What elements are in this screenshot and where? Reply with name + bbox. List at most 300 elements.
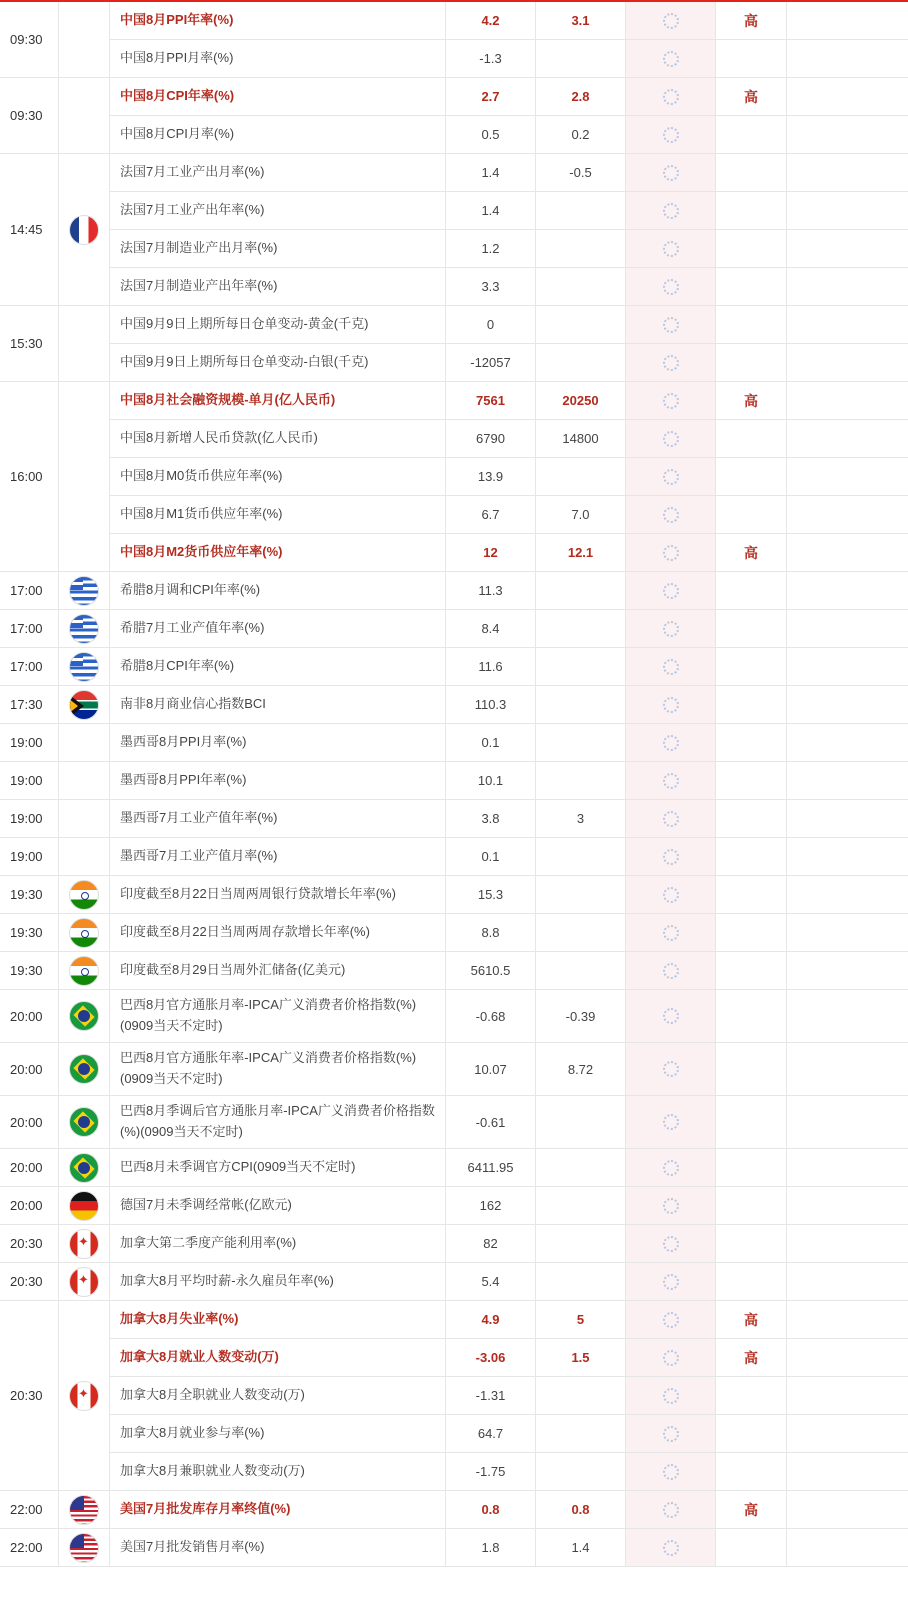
- importance: [716, 78, 787, 116]
- blank-cell: [787, 762, 908, 800]
- event-time: 20:30: [0, 1225, 59, 1263]
- event-time: 17:00: [0, 610, 59, 648]
- loading-spinner-icon: [663, 1502, 679, 1518]
- blank-cell: [787, 1225, 908, 1263]
- loading-spinner-icon: [663, 13, 679, 29]
- importance-badge: 高: [744, 1349, 758, 1366]
- blank-cell: [787, 40, 908, 78]
- event-name[interactable]: 中国8月M2货币供应年率(%): [110, 534, 446, 572]
- blank-cell: [787, 344, 908, 382]
- loading-spinner-icon: [663, 697, 679, 713]
- importance: [716, 534, 787, 572]
- actual-value: [626, 990, 716, 1043]
- blank-cell: [787, 230, 908, 268]
- flag-cell: [59, 154, 110, 306]
- blank-cell: [787, 1187, 908, 1225]
- actual-value: [626, 610, 716, 648]
- importance: [716, 382, 787, 420]
- brazil-flag-icon: [69, 1001, 99, 1031]
- importance-badge: 高: [744, 88, 758, 105]
- forecast-value: 3: [536, 800, 626, 838]
- event-name[interactable]: 中国9月9日上期所每日仓单变动-白银(千克): [110, 344, 446, 382]
- loading-spinner-icon: [663, 469, 679, 485]
- event-name[interactable]: 中国8月社会融资规模-单月(亿人民币): [110, 382, 446, 420]
- canada-flag-icon: [69, 1229, 99, 1259]
- actual-value: [626, 344, 716, 382]
- greece-flag-icon: [69, 652, 99, 682]
- loading-spinner-icon: [663, 963, 679, 979]
- previous-value: 7561: [446, 382, 536, 420]
- previous-value: 162: [446, 1187, 536, 1225]
- blank-cell: [787, 800, 908, 838]
- flag-cell: [59, 724, 110, 762]
- previous-value: 5610.5: [446, 952, 536, 990]
- forecast-value: [536, 1187, 626, 1225]
- forecast-value: [536, 458, 626, 496]
- forecast-value: 7.0: [536, 496, 626, 534]
- forecast-value: -0.39: [536, 990, 626, 1043]
- previous-value: 8.8: [446, 914, 536, 952]
- actual-value: [626, 2, 716, 40]
- importance: [716, 876, 787, 914]
- previous-value: 6790: [446, 420, 536, 458]
- importance: [716, 1377, 787, 1415]
- previous-value: 4.9: [446, 1301, 536, 1339]
- previous-value: 13.9: [446, 458, 536, 496]
- loading-spinner-icon: [663, 1198, 679, 1214]
- flag-cell: [59, 876, 110, 914]
- blank-cell: [787, 1149, 908, 1187]
- canada-flag-icon: [69, 1267, 99, 1297]
- flag-cell: [59, 648, 110, 686]
- importance: [716, 724, 787, 762]
- actual-value: [626, 154, 716, 192]
- previous-value: 2.7: [446, 78, 536, 116]
- forecast-value: [536, 306, 626, 344]
- event-time: 19:00: [0, 724, 59, 762]
- brazil-flag-icon: [69, 1054, 99, 1084]
- flag-cell: [59, 1043, 110, 1096]
- loading-spinner-icon: [663, 659, 679, 675]
- actual-value: [626, 496, 716, 534]
- event-name[interactable]: 加拿大第二季度产能利用率(%): [110, 1225, 446, 1263]
- event-name[interactable]: 巴西8月官方通胀月率-IPCA广义消费者价格指数(%)(0909当天不定时): [110, 990, 446, 1043]
- importance: [716, 1453, 787, 1491]
- blank-cell: [787, 686, 908, 724]
- importance: [716, 268, 787, 306]
- greece-flag-icon: [69, 614, 99, 644]
- importance: [716, 1149, 787, 1187]
- canada-flag-icon: [69, 1381, 99, 1411]
- event-time: 20:00: [0, 1149, 59, 1187]
- previous-value: 1.4: [446, 154, 536, 192]
- actual-value: [626, 78, 716, 116]
- forecast-value: 0.2: [536, 116, 626, 154]
- actual-value: [626, 838, 716, 876]
- loading-spinner-icon: [663, 203, 679, 219]
- forecast-value: [536, 572, 626, 610]
- previous-value: 1.8: [446, 1529, 536, 1567]
- actual-value: [626, 306, 716, 344]
- blank-cell: [787, 116, 908, 154]
- forecast-value: [536, 724, 626, 762]
- blank-cell: [787, 1043, 908, 1096]
- loading-spinner-icon: [663, 431, 679, 447]
- forecast-value: [536, 1453, 626, 1491]
- event-name[interactable]: 印度截至8月22日当周两周存款增长年率(%): [110, 914, 446, 952]
- previous-value: 15.3: [446, 876, 536, 914]
- actual-value: [626, 1377, 716, 1415]
- event-name[interactable]: 中国8月新增人民币贷款(亿人民币): [110, 420, 446, 458]
- actual-value: [626, 116, 716, 154]
- importance: [716, 420, 787, 458]
- flag-cell: [59, 838, 110, 876]
- forecast-value: [536, 1096, 626, 1149]
- event-name[interactable]: 希腊7月工业产值年率(%): [110, 610, 446, 648]
- event-name[interactable]: 加拿大8月就业人数变动(万): [110, 1339, 446, 1377]
- importance: [716, 800, 787, 838]
- previous-value: 5.4: [446, 1263, 536, 1301]
- forecast-value: [536, 268, 626, 306]
- south-africa-flag-icon: [69, 690, 99, 720]
- forecast-value: [536, 1149, 626, 1187]
- actual-value: [626, 1415, 716, 1453]
- event-time: 19:30: [0, 876, 59, 914]
- forecast-value: [536, 762, 626, 800]
- previous-value: 6.7: [446, 496, 536, 534]
- actual-value: [626, 1491, 716, 1529]
- blank-cell: [787, 534, 908, 572]
- previous-value: 0.5: [446, 116, 536, 154]
- loading-spinner-icon: [663, 545, 679, 561]
- actual-value: [626, 1096, 716, 1149]
- importance: [716, 1529, 787, 1567]
- india-flag-icon: [69, 918, 99, 948]
- previous-value: 0: [446, 306, 536, 344]
- blank-cell: [787, 306, 908, 344]
- actual-value: [626, 762, 716, 800]
- importance: [716, 230, 787, 268]
- greece-flag-icon: [69, 576, 99, 606]
- flag-cell: [59, 762, 110, 800]
- previous-value: 110.3: [446, 686, 536, 724]
- blank-cell: [787, 1339, 908, 1377]
- actual-value: [626, 1301, 716, 1339]
- flag-cell: [59, 1187, 110, 1225]
- event-name[interactable]: 墨西哥7月工业产值月率(%): [110, 838, 446, 876]
- loading-spinner-icon: [663, 811, 679, 827]
- event-name[interactable]: 德国7月未季调经常帐(亿欧元): [110, 1187, 446, 1225]
- event-name[interactable]: 法国7月制造业产出月率(%): [110, 230, 446, 268]
- previous-value: -1.75: [446, 1453, 536, 1491]
- blank-cell: [787, 952, 908, 990]
- importance: [716, 1491, 787, 1529]
- forecast-value: 5: [536, 1301, 626, 1339]
- flag-cell: [59, 78, 110, 154]
- blank-cell: [787, 1491, 908, 1529]
- importance: [716, 40, 787, 78]
- event-time: 19:00: [0, 838, 59, 876]
- flag-cell: [59, 2, 110, 78]
- importance: [716, 914, 787, 952]
- event-time: 17:00: [0, 648, 59, 686]
- event-name[interactable]: 印度截至8月29日当周外汇储备(亿美元): [110, 952, 446, 990]
- flag-cell: [59, 382, 110, 572]
- importance: [716, 344, 787, 382]
- blank-cell: [787, 78, 908, 116]
- blank-cell: [787, 420, 908, 458]
- actual-value: [626, 382, 716, 420]
- previous-value: 10.1: [446, 762, 536, 800]
- event-time: 19:00: [0, 800, 59, 838]
- germany-flag-icon: [69, 1191, 99, 1221]
- event-name[interactable]: 美国7月批发销售月率(%): [110, 1529, 446, 1567]
- forecast-value: [536, 838, 626, 876]
- previous-value: -1.3: [446, 40, 536, 78]
- loading-spinner-icon: [663, 583, 679, 599]
- previous-value: 0.1: [446, 838, 536, 876]
- previous-value: 4.2: [446, 2, 536, 40]
- actual-value: [626, 230, 716, 268]
- event-name[interactable]: 加拿大8月全职就业人数变动(万): [110, 1377, 446, 1415]
- event-name[interactable]: 法国7月制造业产出年率(%): [110, 268, 446, 306]
- event-time: 20:00: [0, 1187, 59, 1225]
- event-name[interactable]: 巴西8月未季调官方CPI(0909当天不定时): [110, 1149, 446, 1187]
- event-name[interactable]: 加拿大8月就业参与率(%): [110, 1415, 446, 1453]
- event-time: 17:30: [0, 686, 59, 724]
- forecast-value: [536, 1263, 626, 1301]
- event-name[interactable]: 中国8月PPI年率(%): [110, 2, 446, 40]
- event-name[interactable]: 巴西8月季调后官方通胀月率-IPCA广义消费者价格指数(%)(0909当天不定时): [110, 1096, 446, 1149]
- previous-value: 1.4: [446, 192, 536, 230]
- event-name[interactable]: 印度截至8月22日当周两周银行贷款增长年率(%): [110, 876, 446, 914]
- actual-value: [626, 724, 716, 762]
- previous-value: 0.1: [446, 724, 536, 762]
- loading-spinner-icon: [663, 1160, 679, 1176]
- previous-value: 3.8: [446, 800, 536, 838]
- actual-value: [626, 952, 716, 990]
- flag-cell: [59, 572, 110, 610]
- event-name[interactable]: 中国8月M0货币供应年率(%): [110, 458, 446, 496]
- blank-cell: [787, 1263, 908, 1301]
- previous-value: -12057: [446, 344, 536, 382]
- loading-spinner-icon: [663, 1274, 679, 1290]
- event-name[interactable]: 中国8月PPI月率(%): [110, 40, 446, 78]
- blank-cell: [787, 838, 908, 876]
- loading-spinner-icon: [663, 165, 679, 181]
- flag-cell: [59, 1096, 110, 1149]
- event-name[interactable]: 希腊8月CPI年率(%): [110, 648, 446, 686]
- event-time: 20:00: [0, 1043, 59, 1096]
- blank-cell: [787, 1529, 908, 1567]
- importance: [716, 192, 787, 230]
- event-time: 19:30: [0, 914, 59, 952]
- forecast-value: 20250: [536, 382, 626, 420]
- forecast-value: [536, 648, 626, 686]
- loading-spinner-icon: [663, 1464, 679, 1480]
- event-time: 20:00: [0, 990, 59, 1043]
- importance: [716, 306, 787, 344]
- flag-cell: [59, 1225, 110, 1263]
- loading-spinner-icon: [663, 355, 679, 371]
- event-name[interactable]: 加拿大8月平均时薪-永久雇员年率(%): [110, 1263, 446, 1301]
- flag-cell: [59, 914, 110, 952]
- blank-cell: [787, 1453, 908, 1491]
- event-name[interactable]: 墨西哥8月PPI月率(%): [110, 724, 446, 762]
- loading-spinner-icon: [663, 241, 679, 257]
- loading-spinner-icon: [663, 1061, 679, 1077]
- event-time: 16:00: [0, 382, 59, 572]
- flag-cell: [59, 1491, 110, 1529]
- flag-cell: [59, 1263, 110, 1301]
- forecast-value: 1.4: [536, 1529, 626, 1567]
- importance: [716, 1187, 787, 1225]
- importance-badge: 高: [744, 12, 758, 29]
- importance: [716, 686, 787, 724]
- actual-value: [626, 914, 716, 952]
- previous-value: 8.4: [446, 610, 536, 648]
- loading-spinner-icon: [663, 1540, 679, 1556]
- importance: [716, 1225, 787, 1263]
- event-name[interactable]: 法国7月工业产出年率(%): [110, 192, 446, 230]
- forecast-value: [536, 952, 626, 990]
- importance: [716, 572, 787, 610]
- previous-value: 11.3: [446, 572, 536, 610]
- event-name[interactable]: 加拿大8月失业率(%): [110, 1301, 446, 1339]
- event-time: 14:45: [0, 154, 59, 306]
- loading-spinner-icon: [663, 849, 679, 865]
- loading-spinner-icon: [663, 1236, 679, 1252]
- event-name[interactable]: 墨西哥7月工业产值年率(%): [110, 800, 446, 838]
- event-name[interactable]: 墨西哥8月PPI年率(%): [110, 762, 446, 800]
- loading-spinner-icon: [663, 127, 679, 143]
- previous-value: 12: [446, 534, 536, 572]
- event-name[interactable]: 南非8月商业信心指数BCI: [110, 686, 446, 724]
- importance: [716, 458, 787, 496]
- importance: [716, 1043, 787, 1096]
- flag-cell: [59, 306, 110, 382]
- forecast-value: [536, 1377, 626, 1415]
- loading-spinner-icon: [663, 925, 679, 941]
- flag-cell: [59, 1301, 110, 1491]
- actual-value: [626, 1529, 716, 1567]
- importance: [716, 2, 787, 40]
- usa-flag-icon: [69, 1495, 99, 1525]
- usa-flag-icon: [69, 1533, 99, 1563]
- event-name[interactable]: 中国8月M1货币供应年率(%): [110, 496, 446, 534]
- actual-value: [626, 1453, 716, 1491]
- blank-cell: [787, 1415, 908, 1453]
- loading-spinner-icon: [663, 1114, 679, 1130]
- actual-value: [626, 1187, 716, 1225]
- actual-value: [626, 1225, 716, 1263]
- previous-value: -1.31: [446, 1377, 536, 1415]
- loading-spinner-icon: [663, 1426, 679, 1442]
- event-time: 20:30: [0, 1301, 59, 1491]
- event-name[interactable]: 中国9月9日上期所每日仓单变动-黄金(千克): [110, 306, 446, 344]
- previous-value: 64.7: [446, 1415, 536, 1453]
- previous-value: -0.68: [446, 990, 536, 1043]
- event-time: 19:30: [0, 952, 59, 990]
- blank-cell: [787, 1377, 908, 1415]
- event-name[interactable]: 美国7月批发库存月率终值(%): [110, 1491, 446, 1529]
- forecast-value: [536, 686, 626, 724]
- forecast-value: [536, 876, 626, 914]
- forecast-value: 0.8: [536, 1491, 626, 1529]
- event-time: 22:00: [0, 1491, 59, 1529]
- blank-cell: [787, 724, 908, 762]
- importance: [716, 1301, 787, 1339]
- actual-value: [626, 686, 716, 724]
- importance-badge: 高: [744, 1501, 758, 1518]
- forecast-value: [536, 1415, 626, 1453]
- flag-cell: [59, 800, 110, 838]
- forecast-value: 12.1: [536, 534, 626, 572]
- actual-value: [626, 876, 716, 914]
- blank-cell: [787, 1096, 908, 1149]
- actual-value: [626, 534, 716, 572]
- event-name[interactable]: 中国8月CPI月率(%): [110, 116, 446, 154]
- event-name[interactable]: 巴西8月官方通胀年率-IPCA广义消费者价格指数(%)(0909当天不定时): [110, 1043, 446, 1096]
- actual-value: [626, 800, 716, 838]
- blank-cell: [787, 154, 908, 192]
- forecast-value: 1.5: [536, 1339, 626, 1377]
- importance: [716, 762, 787, 800]
- importance-badge: 高: [744, 392, 758, 409]
- brazil-flag-icon: [69, 1153, 99, 1183]
- flag-cell: [59, 686, 110, 724]
- forecast-value: [536, 914, 626, 952]
- event-time: 20:30: [0, 1263, 59, 1301]
- previous-value: -0.61: [446, 1096, 536, 1149]
- actual-value: [626, 420, 716, 458]
- event-time: 22:00: [0, 1529, 59, 1567]
- event-name[interactable]: 法国7月工业产出月率(%): [110, 154, 446, 192]
- previous-value: -3.06: [446, 1339, 536, 1377]
- forecast-value: [536, 40, 626, 78]
- loading-spinner-icon: [663, 89, 679, 105]
- importance-badge: 高: [744, 544, 758, 561]
- event-name[interactable]: 中国8月CPI年率(%): [110, 78, 446, 116]
- event-name[interactable]: 加拿大8月兼职就业人数变动(万): [110, 1453, 446, 1491]
- event-time: 09:30: [0, 2, 59, 78]
- blank-cell: [787, 572, 908, 610]
- flag-cell: [59, 952, 110, 990]
- loading-spinner-icon: [663, 1008, 679, 1024]
- blank-cell: [787, 496, 908, 534]
- forecast-value: -0.5: [536, 154, 626, 192]
- blank-cell: [787, 610, 908, 648]
- actual-value: [626, 648, 716, 686]
- importance: [716, 990, 787, 1043]
- event-time: 17:00: [0, 572, 59, 610]
- previous-value: 0.8: [446, 1491, 536, 1529]
- importance: [716, 610, 787, 648]
- loading-spinner-icon: [663, 317, 679, 333]
- forecast-value: [536, 610, 626, 648]
- forecast-value: [536, 230, 626, 268]
- blank-cell: [787, 990, 908, 1043]
- previous-value: 82: [446, 1225, 536, 1263]
- blank-cell: [787, 382, 908, 420]
- actual-value: [626, 1263, 716, 1301]
- forecast-value: [536, 344, 626, 382]
- importance: [716, 1096, 787, 1149]
- event-name[interactable]: 希腊8月调和CPI年率(%): [110, 572, 446, 610]
- actual-value: [626, 192, 716, 230]
- blank-cell: [787, 192, 908, 230]
- loading-spinner-icon: [663, 887, 679, 903]
